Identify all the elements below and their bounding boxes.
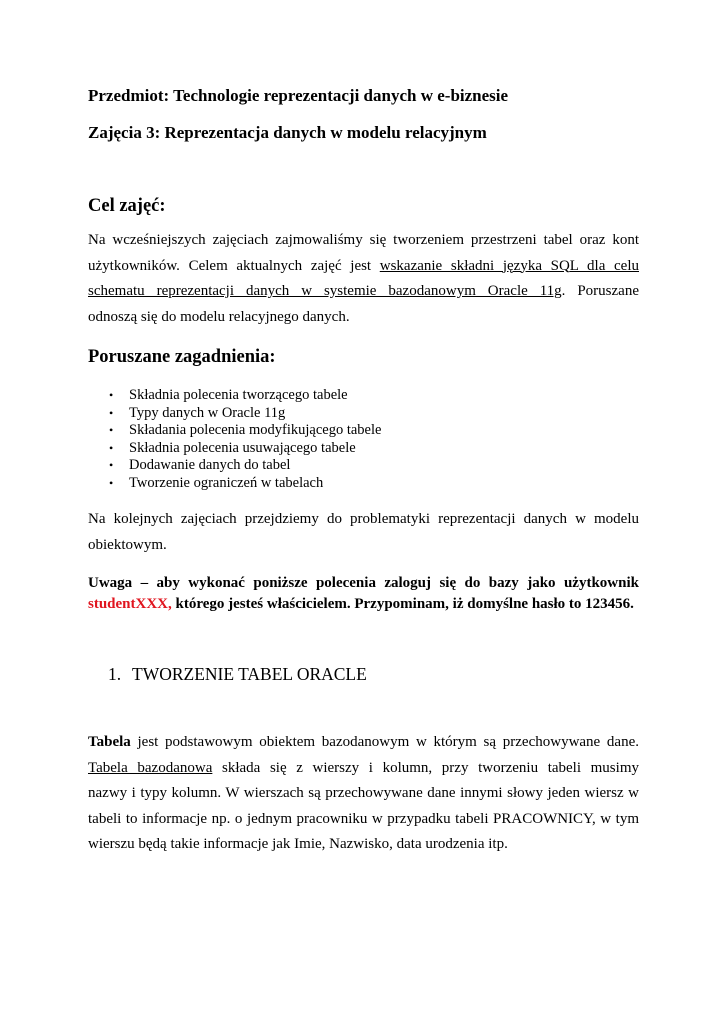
next-classes-paragraph (88, 507, 639, 558)
login-note (88, 573, 639, 615)
bullet-icon: • (109, 388, 114, 402)
table-line-4: tabeli to informacje np. o jednym pracowniku w przypadku tabeli PRACOWNICY, w tym (88, 810, 639, 827)
goal-line-2 (88, 254, 639, 280)
table-line-1 (88, 730, 639, 756)
goal-heading: Cel zajęć: (88, 196, 166, 216)
section-1-heading (108, 664, 367, 685)
topic-label: Składania polecenia modyfikującego tabele (129, 422, 382, 439)
table-line-2 (88, 756, 639, 782)
bullet-icon: • (109, 475, 114, 490)
bullet-icon: • (109, 458, 114, 473)
next-classes-line-2: obiektowym. (88, 536, 167, 553)
bullet-icon: • (109, 440, 114, 455)
note-line-2-text: którego jesteś właścicielem. Przypominam, iż domyślne hasło to 123456. (171, 596, 634, 612)
list-item (106, 440, 381, 458)
goal-paragraph (88, 228, 639, 330)
goal-line-2-text: użytkowników. Celem aktualnych zajęć jest (88, 257, 380, 274)
section-number: 1. (108, 664, 122, 684)
class-title-heading: Zajęcia 3: Reprezentacja danych w modelu relacyjnym (88, 123, 487, 142)
table-line-2-text: składa się z wierszy i kolumn, przy tworzeniu tabeli musimy (221, 759, 639, 776)
topic-label: Tworzenie ograniczeń w tabelach (129, 474, 324, 491)
goal-underlined-phrase-1: wskazanie składni języka SQL dla celu (379, 257, 639, 274)
next-classes-line-1: Na kolejnych zajęciach przejdziemy do problematyki reprezentacji danych w modelu (88, 511, 639, 527)
list-item (106, 422, 381, 440)
goal-line-3-text: . Poruszane (561, 283, 639, 299)
list-item (106, 457, 381, 475)
table-db-term: Tabela bazodanowa (88, 759, 213, 776)
table-term: Tabela (88, 734, 131, 750)
topics-heading: Poruszane zagadnienia: (88, 347, 276, 367)
section-title: TWORZENIE TABEL ORACLE (132, 664, 367, 684)
table-line-1-text: jest podstawowym obiektem bazodanowym w którym są przechowywane dane. (130, 734, 639, 750)
table-line-5: wierszu będą takie informacje jak Imie, Nazwisko, data urodzenia itp. (88, 836, 508, 853)
note-line-2 (88, 594, 639, 615)
topic-label: Typy danych w Oracle 11g (129, 404, 286, 421)
table-paragraph (88, 730, 639, 858)
topic-label: Składnia polecenia tworzącego tabele (129, 387, 348, 403)
list-item (106, 405, 381, 423)
list-item (106, 475, 381, 493)
topics-list (106, 387, 381, 493)
goal-line-4: odnoszą się do modelu relacyjnego danych. (88, 308, 350, 325)
table-line-3: nazwy i typy kolumn. W wierszach są przechowywane dane innymi słowy jeden wiersz w (88, 785, 639, 802)
bullet-icon: • (109, 405, 114, 420)
goal-line-1: Na wcześniejszych zajęciach zajmowaliśmy się tworzeniem przestrzeni tabel oraz kont (88, 232, 639, 248)
topic-label: Dodawanie danych do tabel (129, 457, 291, 474)
note-line-1: Uwaga – aby wykonać poniższe polecenia zaloguj się do bazy jako użytkownik (88, 575, 639, 591)
topic-label: Składnia polecenia usuwającego tabele (129, 439, 356, 456)
subject-heading: Przedmiot: Technologie reprezentacji danych w e-biznesie (88, 86, 509, 105)
student-username: studentXXX, (88, 596, 172, 612)
list-item (106, 387, 381, 405)
bullet-icon: • (109, 423, 114, 438)
goal-underlined-phrase-2: schematu reprezentacji danych w systemie bazodanowym Oracle 11g (88, 283, 562, 299)
goal-line-3 (88, 279, 639, 305)
